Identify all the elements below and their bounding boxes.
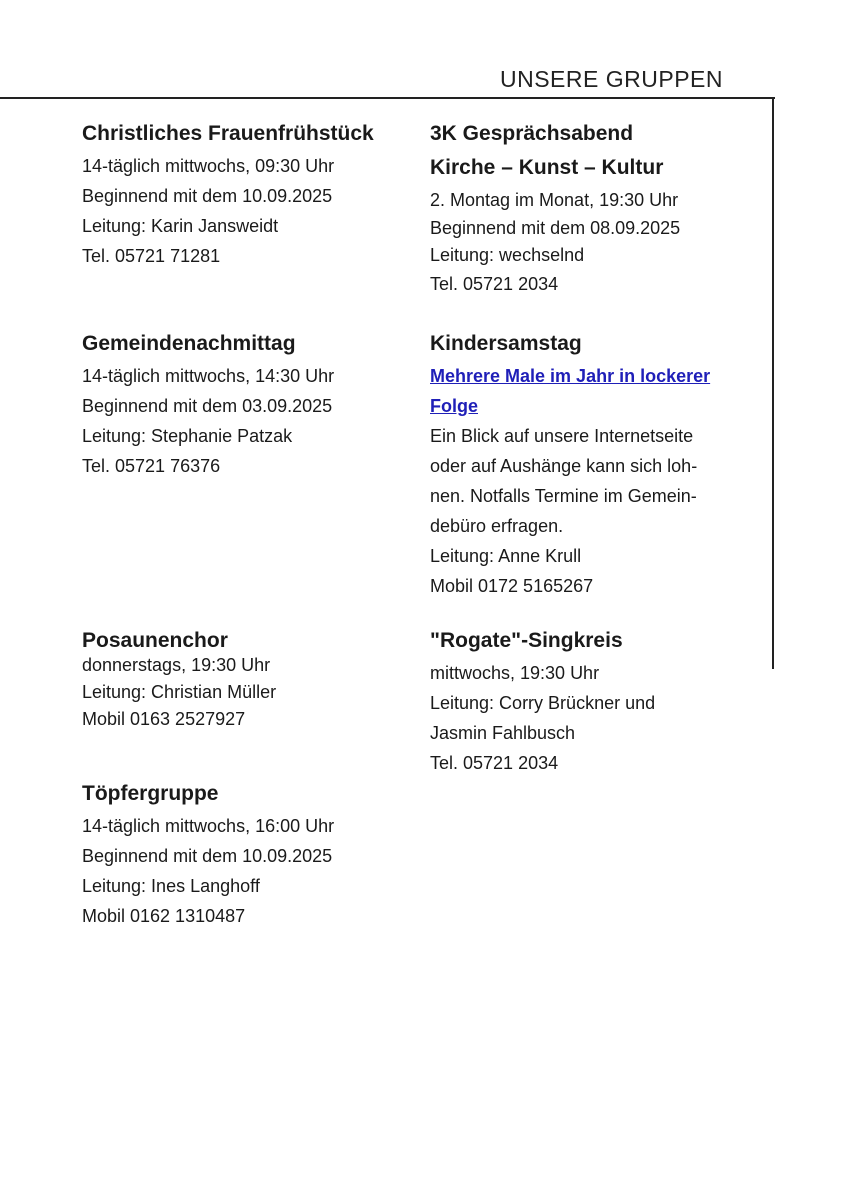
group-leader: Leitung: Christian Müller <box>82 682 277 702</box>
group-schedule: donnerstags, 19:30 Uhr <box>82 655 271 675</box>
group-leader: Leitung: Corry Brückner und <box>430 693 656 713</box>
group-phone: Tel. 05721 2034 <box>430 274 559 294</box>
kindersamstag-info-link[interactable] <box>430 361 750 421</box>
group-schedule: 14-täglich mittwochs, 09:30 Uhr <box>82 156 335 176</box>
group-rogate-singkreis <box>430 624 750 778</box>
group-title: Gemeindenachmittag <box>82 332 296 355</box>
link-text-line-1: Mehrere Male im Jahr in lockerer <box>430 366 711 386</box>
group-kindersamstag <box>430 327 750 601</box>
group-gemeindenachmittag <box>82 327 402 481</box>
group-frauenfruehstueck <box>82 117 402 271</box>
frame-right-border <box>772 97 774 669</box>
group-info-line: nen. Notfalls Termine im Gemein- <box>430 486 697 506</box>
group-info-line: debüro erfragen. <box>430 516 564 536</box>
group-title: 3K Gesprächsabend <box>430 122 634 145</box>
group-title: Kindersamstag <box>430 332 582 355</box>
group-schedule: 14-täglich mittwochs, 14:30 Uhr <box>82 366 335 386</box>
group-posaunenchor <box>82 624 402 733</box>
group-title: "Rogate"-Singkreis <box>430 629 623 652</box>
group-start-date: Beginnend mit dem 08.09.2025 <box>430 218 681 238</box>
group-leader: Leitung: Stephanie Patzak <box>82 426 293 446</box>
link-text-line-2: Folge <box>430 396 478 416</box>
group-schedule: mittwochs, 19:30 Uhr <box>430 663 600 683</box>
header-divider <box>0 97 775 99</box>
group-phone: Tel. 05721 76376 <box>82 456 221 476</box>
group-schedule: 14-täglich mittwochs, 16:00 Uhr <box>82 816 335 836</box>
group-leader-cont: Jasmin Fahlbusch <box>430 723 576 743</box>
group-info-line: Ein Blick auf unsere Internetseite <box>430 426 694 446</box>
group-title: Posaunenchor <box>82 629 228 652</box>
group-title: Christliches Frauenfrühstück <box>82 122 374 145</box>
group-mobile: Mobil 0162 1310487 <box>82 906 246 926</box>
group-toepfergruppe <box>82 777 402 931</box>
group-phone: Tel. 05721 71281 <box>82 246 221 266</box>
group-mobile: Mobil 0163 2527927 <box>82 709 246 729</box>
group-start-date: Beginnend mit dem 03.09.2025 <box>82 396 333 416</box>
page-title: UNSERE GRUPPEN <box>500 66 723 92</box>
group-leader: Leitung: Anne Krull <box>430 546 582 566</box>
group-phone: Tel. 05721 2034 <box>430 753 559 773</box>
group-start-date: Beginnend mit dem 10.09.2025 <box>82 186 333 206</box>
group-mobile: Mobil 0172 5165267 <box>430 576 594 596</box>
group-leader: Leitung: Ines Langhoff <box>82 876 260 896</box>
group-3k-gespraechsabend <box>430 117 750 299</box>
group-schedule: 2. Montag im Monat, 19:30 Uhr <box>430 190 679 210</box>
group-info-line: oder auf Aushänge kann sich loh- <box>430 456 698 476</box>
group-leader: Leitung: Karin Jansweidt <box>82 216 279 236</box>
group-subtitle: Kirche – Kunst – Kultur <box>430 156 664 179</box>
group-title: Töpfergruppe <box>82 782 219 805</box>
group-leader: Leitung: wechselnd <box>430 245 585 265</box>
group-start-date: Beginnend mit dem 10.09.2025 <box>82 846 333 866</box>
